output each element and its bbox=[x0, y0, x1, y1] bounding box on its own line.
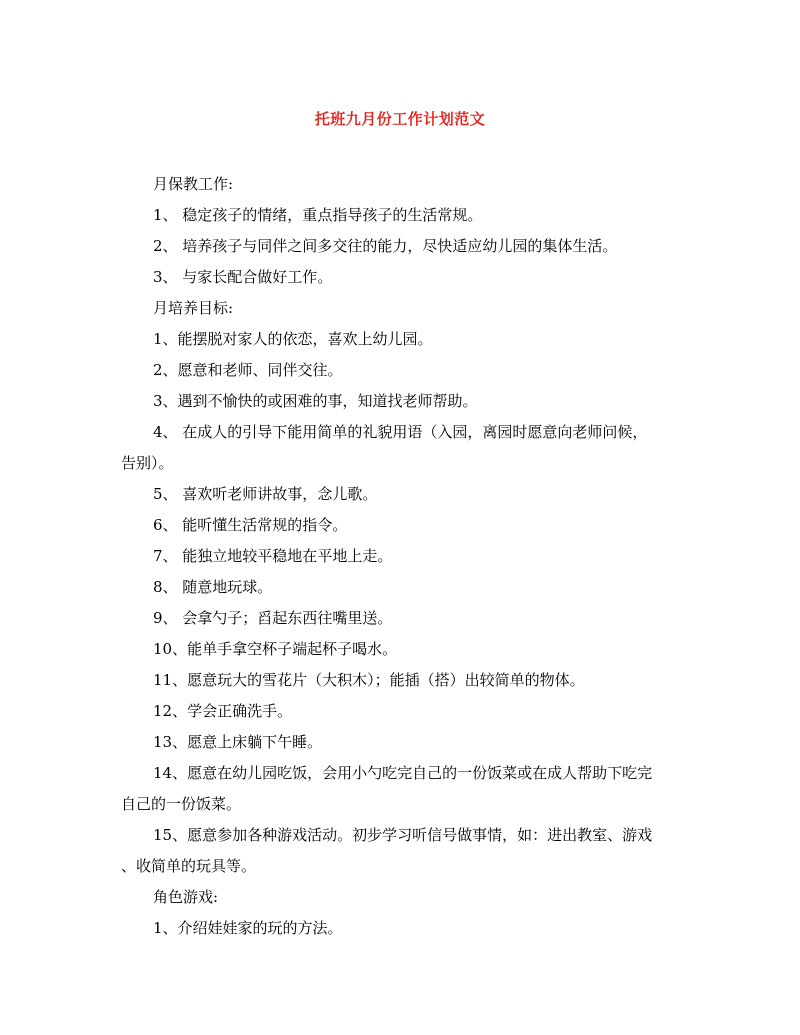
list-item: 4、 在成人的引导下能用简单的礼貌用语（入园，离园时愿意向老师问候， bbox=[153, 423, 648, 441]
list-item: 10、能单手拿空杯子端起杯子喝水。 bbox=[153, 640, 398, 658]
list-item: 2、 培养孩子与同伴之间多交往的能力，尽快适应幼儿园的集体生活。 bbox=[153, 237, 618, 255]
list-item: 8、 随意地玩球。 bbox=[153, 578, 273, 596]
list-item: 6、 能听懂生活常规的指令。 bbox=[153, 516, 348, 534]
list-item: 15、愿意参加各种游戏活动。初步学习听信号做事情，如：进出教室、游戏 bbox=[153, 826, 653, 844]
list-item: 1、能摆脱对家人的依恋，喜欢上幼儿园。 bbox=[153, 330, 433, 348]
list-item-continuation: 自己的一份饭菜。 bbox=[121, 795, 242, 813]
list-item: 3、遇到不愉快的或困难的事，知道找老师帮助。 bbox=[153, 392, 478, 410]
document-title: 托班九月份工作计划范文 bbox=[314, 110, 486, 128]
list-item: 2、愿意和老师、同伴交往。 bbox=[153, 361, 343, 379]
section-heading-role-play: 角色游戏: bbox=[153, 888, 219, 906]
list-item: 11、愿意玩大的雪花片（大积木）；能插（搭）出较简单的物体。 bbox=[153, 671, 585, 689]
list-item-continuation: 告别）。 bbox=[121, 454, 174, 472]
list-item: 1、 稳定孩子的情绪，重点指导孩子的生活常规。 bbox=[153, 206, 483, 224]
list-item: 5、 喜欢听老师讲故事，念儿歌。 bbox=[153, 485, 378, 503]
list-item: 14、愿意在幼儿园吃饭，会用小勺吃完自己的一份饭菜或在成人帮助下吃完 bbox=[153, 764, 653, 782]
section-heading-goals: 月培养目标: bbox=[153, 299, 234, 317]
list-item: 9、 会拿勺子；舀起东西往嘴里送。 bbox=[153, 609, 393, 627]
section-heading-care: 月保教工作: bbox=[153, 175, 234, 193]
list-item: 13、愿意上床躺下午睡。 bbox=[153, 733, 323, 751]
list-item: 1、介绍娃娃家的玩的方法。 bbox=[153, 919, 343, 937]
list-item: 12、学会正确洗手。 bbox=[153, 702, 293, 720]
list-item-continuation: 、收简单的玩具等。 bbox=[121, 857, 257, 875]
list-item: 3、 与家长配合做好工作。 bbox=[153, 268, 333, 286]
list-item: 7、 能独立地较平稳地在平地上走。 bbox=[153, 547, 393, 565]
